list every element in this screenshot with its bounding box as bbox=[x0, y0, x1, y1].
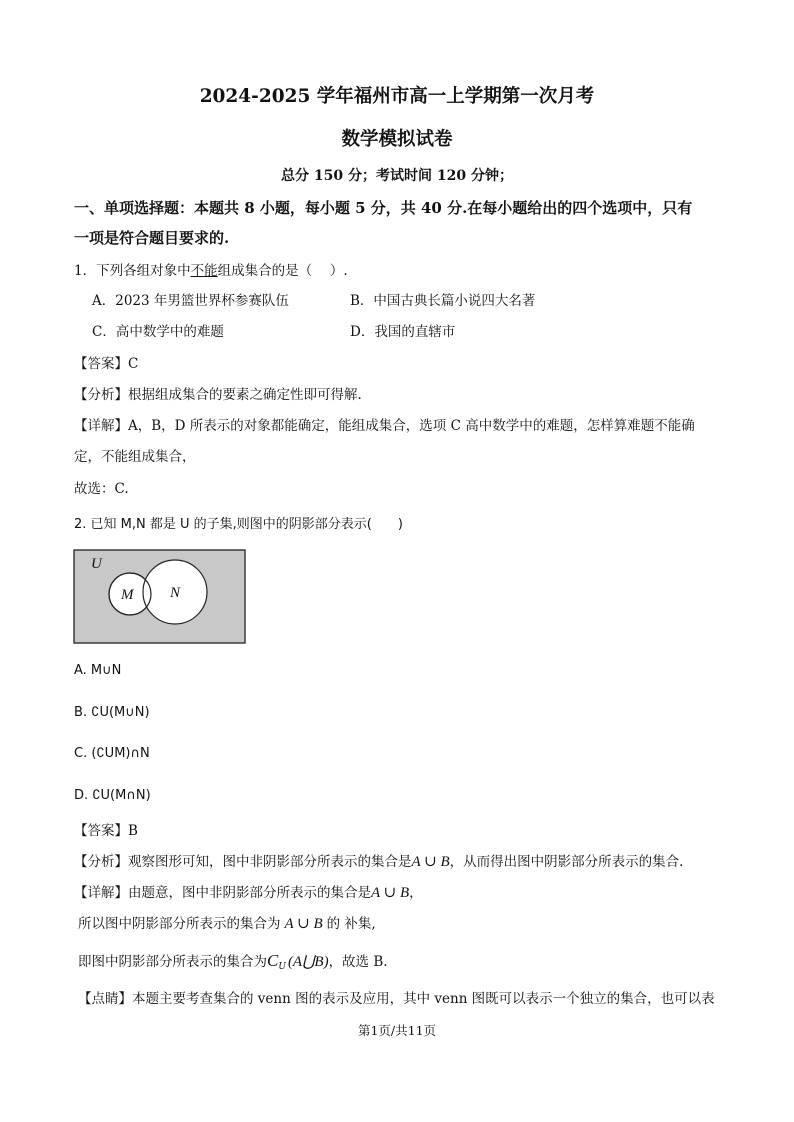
question-number: 1． bbox=[74, 263, 97, 279]
exam-subtitle: 数学模拟试卷 bbox=[341, 129, 453, 150]
detail-text: ，故选 B. bbox=[328, 954, 388, 970]
q2-detail-line1 bbox=[74, 884, 423, 902]
exam-title: 2024-2025 学年福州市高一上学期第一次月考 bbox=[199, 86, 595, 107]
q1-option-b: B．中国古典长篇小说四大名著 bbox=[350, 293, 536, 309]
q2-analysis bbox=[74, 853, 683, 871]
q2-comment: 【点睛】本题主要考查集合的 venn 图的表示及应用，其中 venn 图既可以表示一个独立的集合，也可以表 bbox=[78, 991, 715, 1007]
detail-text: ， bbox=[409, 885, 423, 901]
q2-option-d: D. ∁U(M∩N) bbox=[74, 788, 151, 803]
universe-label: U bbox=[91, 556, 102, 572]
math-expression: A ∪ B bbox=[284, 916, 323, 932]
q2-answer: 【答案】B bbox=[74, 823, 138, 839]
math-expression: (A⋃B) bbox=[287, 954, 329, 970]
section-heading-line1: 一、单项选择题：本题共 8 小题，每小题 5 分，共 40 分.在每小题给出的四个选项中，只有 bbox=[74, 199, 693, 217]
q1-option-c: C．高中数学中的难题 bbox=[92, 324, 224, 340]
detail-text: 【详解】由题意，图中非阴影部分所表示的集合是 bbox=[74, 885, 371, 901]
q1-detail-line1: 【详解】A，B，D 所表示的对象都能确定，能组成集合，选项 C 高中数学中的难题，怎样算难题不能确 bbox=[74, 418, 695, 434]
detail-text: 即图中阴影部分所表示的集合为 bbox=[78, 954, 267, 970]
math-expression: A ∪ B bbox=[371, 885, 410, 901]
analysis-text: 【分析】观察图形可知，图中非阴影部分所表示的集合是 bbox=[74, 854, 412, 870]
q2-option-a: A. M∪N bbox=[74, 663, 122, 678]
q1-conclusion: 故选：C. bbox=[74, 481, 129, 497]
q1-option-a: A．2023 年男篮世界杯参赛队伍 bbox=[92, 293, 289, 309]
math-subscript: U bbox=[278, 962, 286, 972]
stem-emphasis: 不能 bbox=[190, 263, 218, 279]
question-2-stem: 2. 已知 M,N 都是 U 的子集,则图中的阴影部分表示( ) bbox=[74, 517, 403, 532]
q1-option-d: D．我国的直辖市 bbox=[350, 324, 456, 340]
q1-detail-line2: 定，不能组成集合， bbox=[74, 449, 196, 465]
stem-text: 下列各组对象中 bbox=[96, 263, 191, 279]
set-n-label: N bbox=[170, 585, 181, 601]
detail-text: 的 补集, bbox=[326, 916, 376, 932]
question-1-stem bbox=[74, 262, 348, 280]
page-footer: 第1页/共11页 bbox=[357, 1023, 437, 1038]
analysis-text: ，从而得出图中阴影部分所表示的集合. bbox=[449, 854, 684, 870]
q1-answer: 【答案】C bbox=[74, 356, 139, 372]
math-expression: A ∪ B bbox=[411, 854, 450, 870]
math-complement-c: C bbox=[267, 951, 279, 970]
q2-option-c: C. (∁UM)∩N bbox=[74, 746, 150, 761]
stem-text: 组成集合的是（ ）. bbox=[217, 263, 348, 279]
exam-info: 总分 150 分；考试时间 120 分钟； bbox=[281, 168, 513, 184]
section-heading-line2: 一项是符合题目要求的. bbox=[74, 229, 230, 247]
q2-option-b: B. ∁U(M∪N) bbox=[74, 705, 150, 720]
venn-diagram bbox=[73, 549, 247, 645]
set-m-label: M bbox=[121, 587, 134, 603]
q1-analysis: 【分析】根据组成集合的要素之确定性即可得解. bbox=[74, 387, 362, 403]
detail-text: 所以图中阴影部分所表示的集合为 bbox=[78, 916, 281, 932]
q2-detail-line3 bbox=[78, 952, 388, 976]
q2-detail-line2 bbox=[78, 915, 376, 933]
